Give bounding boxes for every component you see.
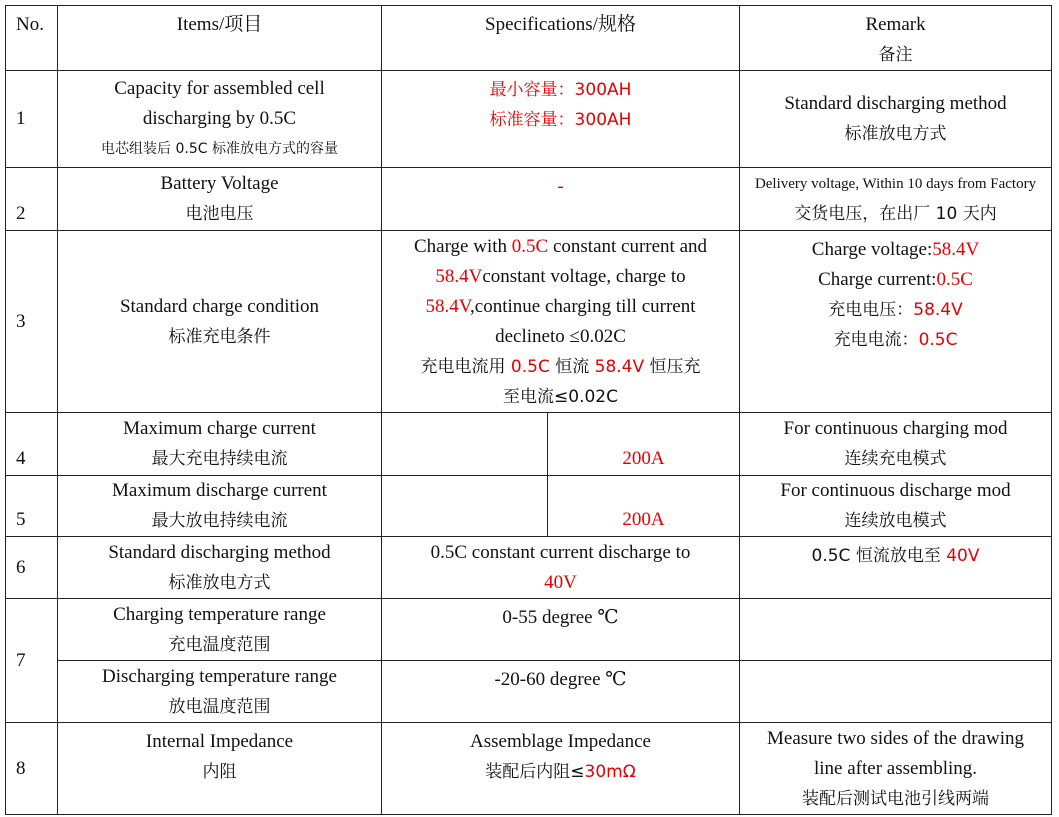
header-items: Items/项目 <box>58 6 382 71</box>
header-remark: Remark 备注 <box>740 6 1052 71</box>
spec-cell: Assemblage Impedance 装配后内阻≤30mΩ <box>382 723 740 815</box>
specification-table <box>5 5 1052 815</box>
spec-cell: 0-55 degree ℃ <box>382 599 740 661</box>
row-number: 8 <box>6 723 58 815</box>
item-cell: Charging temperature range 充电温度范围 <box>58 599 382 661</box>
remark-cell: Measure two sides of the drawing line after assembling. 装配后测试电池引线两端 <box>740 723 1052 815</box>
spec-cell: 最小容量：300AH 标准容量：300AH <box>382 71 740 168</box>
table-row <box>6 476 1052 537</box>
remark-cell-empty <box>740 599 1052 661</box>
item-cell: Standard discharging method 标准放电方式 <box>58 537 382 599</box>
table-row <box>6 723 1052 815</box>
item-cell: Maximum discharge current 最大放电持续电流 <box>58 476 382 537</box>
item-cell: Maximum charge current 最大充电持续电流 <box>58 413 382 476</box>
spec-cell: Charge with 0.5C constant current and 58.4Vconstant voltage, charge to 58.4V,continue charging till current declineto ≤0.02C 充电电流用 0.5C 恒流 58.4V 恒压充 至电流≤0.02C <box>382 231 740 413</box>
remark-cell: For continuous charging mod 连续充电模式 <box>740 413 1052 476</box>
spec-cell-empty <box>382 413 548 476</box>
remark-cell: 0.5C 恒流放电至 40V <box>740 537 1052 599</box>
header-no: No. <box>6 6 58 71</box>
spec-cell: -20-60 degree ℃ <box>382 661 740 723</box>
table-row <box>6 537 1052 599</box>
item-cell: Discharging temperature range 放电温度范围 <box>58 661 382 723</box>
table-row <box>6 599 1052 661</box>
header-specifications: Specifications/规格 <box>382 6 740 71</box>
item-cell: Internal Impedance 内阻 <box>58 723 382 815</box>
table-row <box>6 71 1052 168</box>
table-row <box>6 661 1052 723</box>
table-row <box>6 168 1052 231</box>
row-number: 1 <box>6 71 58 168</box>
item-cell: Standard charge condition 标准充电条件 <box>58 231 382 413</box>
spec-cell-empty <box>382 476 548 537</box>
remark-cell: For continuous discharge mod 连续放电模式 <box>740 476 1052 537</box>
row-number: 5 <box>6 476 58 537</box>
remark-cell: Standard discharging method 标准放电方式 <box>740 71 1052 168</box>
remark-cell: Charge voltage:58.4V Charge current:0.5C 充电电压：58.4V 充电电流：0.5C <box>740 231 1052 413</box>
row-number: 2 <box>6 168 58 231</box>
remark-cell-empty <box>740 661 1052 723</box>
header-row <box>6 6 1052 71</box>
remark-cell: Delivery voltage, Within 10 days from Factory 交货电压，在出厂 10 天内 <box>740 168 1052 231</box>
item-cell: Capacity for assembled cell discharging by 0.5C 电芯组装后 0.5C 标准放电方式的容量 <box>58 71 382 168</box>
row-number: 3 <box>6 231 58 413</box>
row-number: 6 <box>6 537 58 599</box>
row-number: 7 <box>6 599 58 723</box>
row-number: 4 <box>6 413 58 476</box>
table-row <box>6 413 1052 476</box>
spec-value-cell: 200A <box>548 476 740 537</box>
spec-cell: 0.5C constant current discharge to 40V <box>382 537 740 599</box>
item-cell: Battery Voltage 电池电压 <box>58 168 382 231</box>
spec-cell: - <box>382 168 740 231</box>
spec-value-cell: 200A <box>548 413 740 476</box>
table-row <box>6 231 1052 413</box>
